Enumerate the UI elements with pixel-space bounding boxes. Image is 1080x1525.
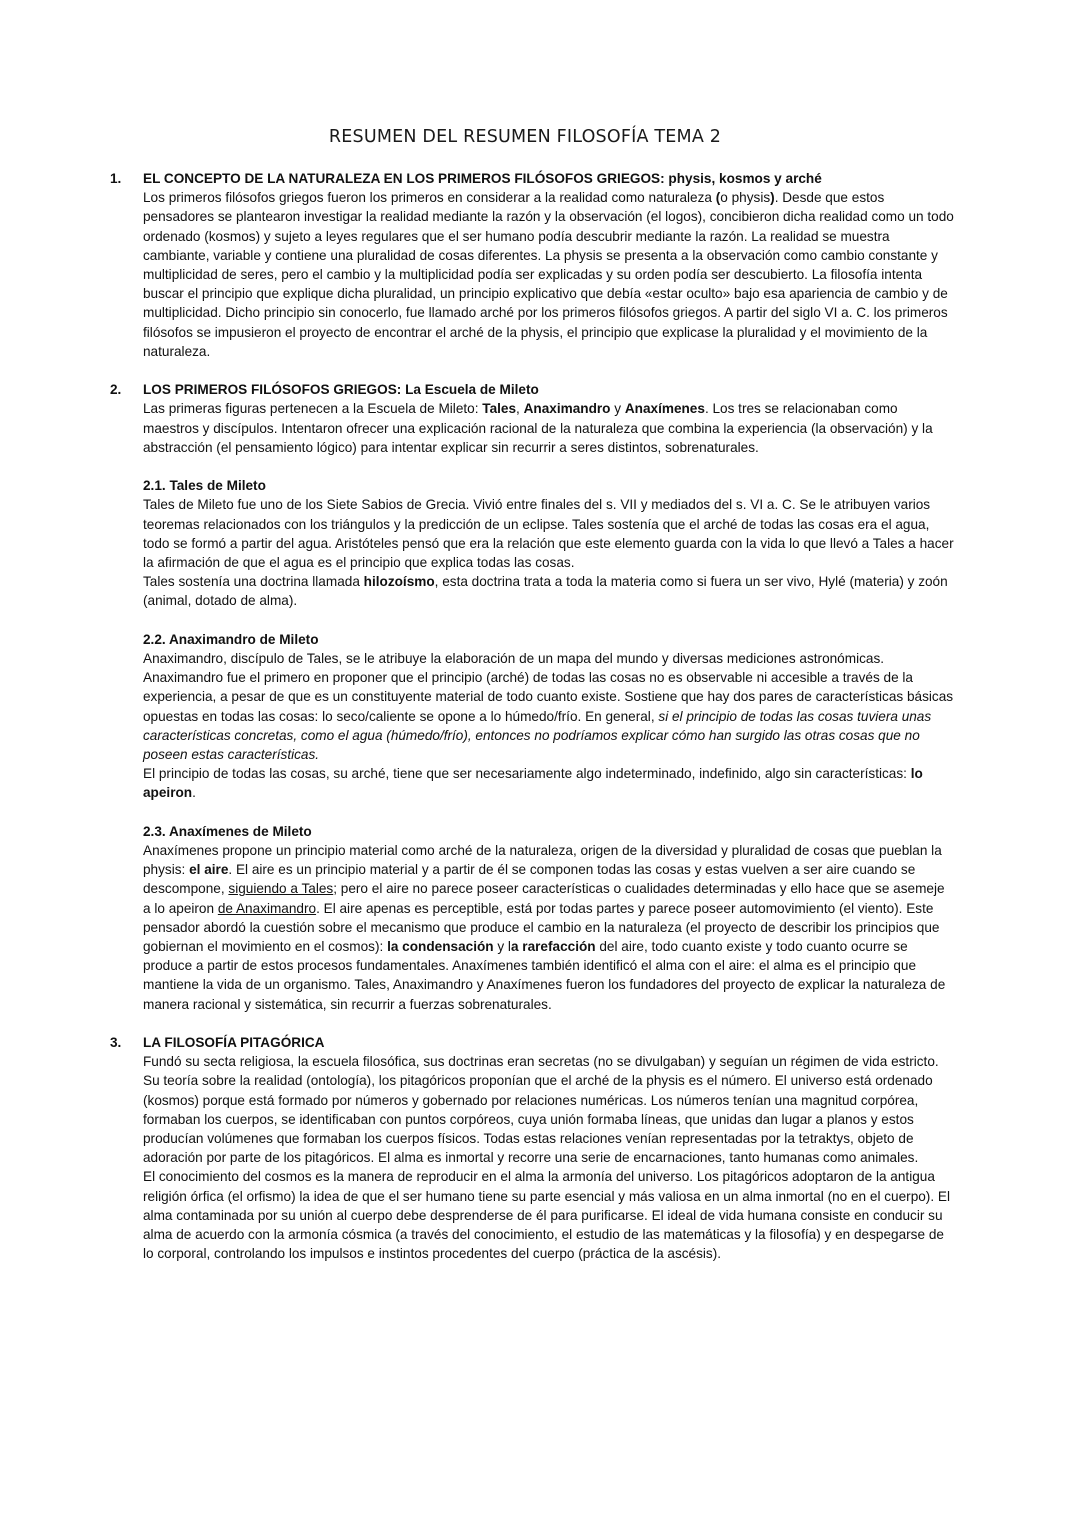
document-body xyxy=(110,169,955,1264)
section-number: 2. xyxy=(110,382,122,398)
paragraph: Fundó su secta religiosa, la escuela filosófica, sus doctrinas eran secretas (no se divulgaban) y seguían un régimen de vida estricto. Su teoría sobre la realidad (ontología), los pitagóricos proponían que el arché de la physis es el número. El universo está ordenado (kosmos) porque está formado por números y gobernado por relaciones numéricas. Los números tenían una magnitud corpórea, formaban los cuerpos, se identificaban con puntos corpóreos, cuya unión formaba líneas, que unidas dan lugar a planos y estos producían volúmenes que formaban los cuerpos físicos. Todas estas relaciones venían representadas por la tetraktys, objeto de adoración por parte de los pitagóricos. El alma es inmortal y recorre una serie de encarnaciones, tanto humanas como animales. xyxy=(143,1054,939,1166)
section-number: 3. xyxy=(110,1035,122,1051)
subsection-heading: 2.2. Anaximandro de Mileto xyxy=(143,631,319,647)
text-run: Tales sostenía una doctrina llamada xyxy=(143,574,364,590)
text-run-underlined: de Anaximandro xyxy=(217,900,317,916)
section-heading xyxy=(110,380,955,399)
text-run: Anaximandro, discípulo de Tales, se le atribuye la elaboración de un mapa del mundo y diversas mediciones astronómicas. Anaximandro fue el primero en proponer que el principio (arché) de todas las cosas no es observable ni accesible a través de la experiencia, a pesar de que es un constituyente material de todo cuanto existe. Sostiene que hay dos pares de características básicas opuestas en todas las cosas: lo seco/caliente se opone a lo húmedo/frío. En general, xyxy=(143,651,954,724)
document-title: RESUMEN DEL RESUMEN FILOSOFÍA TEMA 2 xyxy=(328,127,722,147)
text-run: Anaxímenes propone un principio material como arché de la naturaleza, origen de la diversidad y pluralidad de cosas que pueblan la physis: xyxy=(143,843,942,878)
text-run-bold: ( xyxy=(715,190,721,206)
text-run-bold: Tales xyxy=(482,401,517,417)
section-heading-text: LOS PRIMEROS FILÓSOFOS GRIEGOS: La Escuela de Mileto xyxy=(143,382,539,398)
text-run-bold: Anaxímenes xyxy=(624,401,705,417)
text-run: . El aire es un principio material y a partir de él se componen todas las cosas y estas vuelven a ser aire cuando se descompone, xyxy=(143,862,916,897)
section-heading xyxy=(110,1033,955,1052)
subsection-heading: 2.3. Anaxímenes de Mileto xyxy=(143,823,312,839)
text-run: Las primeras figuras pertenecen a la Escuela de Mileto: xyxy=(143,401,483,417)
text-run-bold: a rarefacción xyxy=(510,939,596,955)
text-run: , esta doctrina trata a toda la materia como si fuera un ser vivo, Hylé (materia) y zoón (animal, dotado de alma). xyxy=(143,574,948,609)
text-run-bold: ) xyxy=(770,190,775,206)
text-run-bold: la condensación xyxy=(387,939,494,955)
section-number: 1. xyxy=(110,171,122,186)
text-run: El principio de todas las cosas, su arché, tiene que ser necesariamente algo indeterminado, indefinido, algo sin características: xyxy=(143,766,911,782)
paragraph xyxy=(110,649,955,764)
section-2 xyxy=(110,380,955,1014)
paragraph xyxy=(110,399,955,457)
text-run: . Desde que estos pensadores se plantearon investigar la realidad mediante la razón y la observación (el logos), concibieron dicha realidad como un todo ordenado (kosmos) y sujeto a leyes regulares que el ser humano podía descubrir mediante la razón. La realidad se muestra cambiante, variable y contiene una pluralidad de cosas diferentes. La physis se presenta a la observación como cambio constante y multiplicidad de seres, pero el cambio y la multiplicidad podía ser explicadas y su orden podía ser descubierto. La filosofía intenta buscar el principio que explique dicha pluralidad, un principio explicativo que debía «estar oculto» bajo esa apariencia de cambio y de multiplicidad. Dicho principio sin conocerlo, fue llamado arché por los primeros filósofos griegos. A partir del siglo VI a. C. los primeros filósofos se impusieron el proyecto de encontrar el arché de la physis, el principio que explicase la pluralidad y el movimiento de la naturaleza. xyxy=(143,190,954,359)
paragraph xyxy=(110,764,955,802)
text-run-underlined: siguiendo a Tales xyxy=(228,881,334,897)
text-run: , xyxy=(516,401,524,417)
text-run: ; pero el aire no parece poseer características o cualidades determinadas y ello hace que se asemeje a lo apeiron xyxy=(143,881,945,916)
paragraph xyxy=(110,188,955,361)
section-heading xyxy=(110,169,955,188)
text-run: y l xyxy=(493,939,511,955)
text-run-bold: hilozoísmo xyxy=(363,574,435,590)
subsection-heading: 2.1. Tales de Mileto xyxy=(143,478,266,494)
text-run-bold: el aire xyxy=(189,862,229,878)
text-run-bold: Anaximandro xyxy=(523,401,611,417)
text-run: . El aire apenas es perceptible, está por todas partes y parece poseer automovimiento (el viento). Este pensador abordó la cuestión sobre el mecanismo que produce el cambio en la naturaleza (el proyecto de describir los principios que gobiernan el movimiento en el cosmos): xyxy=(143,900,940,955)
section-1 xyxy=(110,169,955,361)
section-heading-text: LA FILOSOFÍA PITAGÓRICA xyxy=(143,1035,325,1051)
text-run: Los primeros filósofos griegos fueron los primeros en considerar a la realidad como naturaleza xyxy=(143,190,716,206)
text-run-italic: si el principio de todas las cosas tuviera unas características concretas, como el agua (húmedo/frío), entonces no podríamos explicar cómo han surgido las otras cosas que no poseen estas características. xyxy=(143,708,932,763)
paragraph xyxy=(110,572,955,610)
text-run: . Los tres se relacionaban como maestros y discípulos. Intentaron ofrecer una explicación racional de la naturaleza que combina la experiencia (la observación) y la abstracción (el pensamiento lógico) para intentar explicar sin recurrir a seres distintos, sobrenaturales. xyxy=(143,401,933,455)
paragraph xyxy=(110,841,955,1014)
text-run: del aire, todo cuanto existe y todo cuanto ocurre se produce a partir de estos procesos fundamentales. Anaxímenes también identificó el alma con el aire: el alma es el principio que mantiene la vida de un organismo. Tales, Anaximandro y Anaxímenes fueron los fundadores del proyecto de explicar la naturaleza de manera racional y sistemática, sin recurrir a fuerzas sobrenaturales. xyxy=(143,939,946,1012)
text-run-bold: lo apeiron xyxy=(143,766,923,801)
text-run: y xyxy=(610,401,625,417)
paragraph: Tales de Mileto fue uno de los Siete Sabios de Grecia. Vivió entre finales del s. VII y mediados del s. VI a. C. Se le atribuyen varios teoremas relacionados con los triángulos y la predicción de un eclipse. Tales sostenía que el arché de todas las cosas era el agua, todo se formó a partir del agua. Aristóteles pensó que era la relación que este elemento guarda con la vida lo que llevó a Tales a hacer la afirmación de que el agua es el principio que explica todas las cosas. xyxy=(143,497,954,571)
text-run: . xyxy=(192,785,196,801)
section-heading-text: EL CONCEPTO DE LA NATURALEZA EN LOS PRIMEROS FILÓSOFOS GRIEGOS: physis, kosmos y arché xyxy=(143,171,822,186)
paragraph: El conocimiento del cosmos es la manera de reproducir en el alma la armonía del universo. Los pitagóricos adoptaron de la antigua religión órfica (el orfismo) la idea de que el ser humano tiene su parte esencial y más valiosa en un alma inmortal (no en el cuerpo). El alma contaminada por su unión al cuerpo debe desprenderse de él para purificarse. El ideal de vida humana consiste en conducir su alma de acuerdo con la armonía cósmica (a través del conocimiento, el estudio de las matemáticas y la filosofía) y en despegarse de lo corporal, controlando los impulsos e instintos procedentes del cuerpo (práctica de la ascésis). xyxy=(143,1169,950,1262)
text-run: o physis xyxy=(720,190,771,206)
section-3 xyxy=(110,1033,955,1263)
